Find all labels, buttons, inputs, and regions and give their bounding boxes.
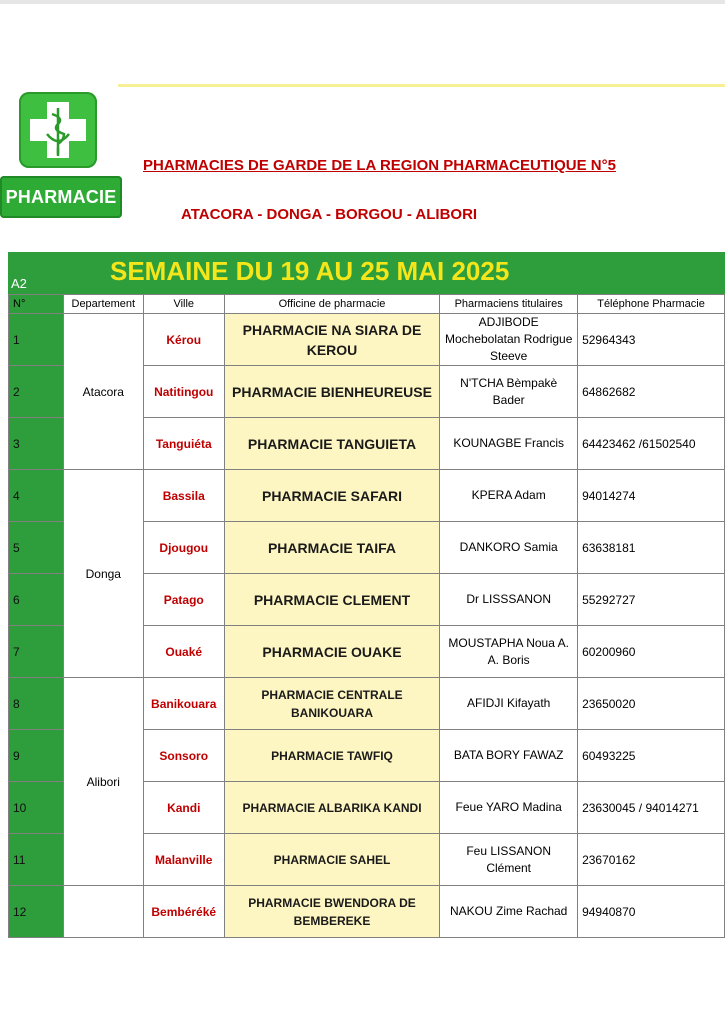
phone-cell: 64862682 xyxy=(578,366,725,418)
pharmacy-table xyxy=(8,294,725,938)
header-department: Departement xyxy=(63,295,143,314)
officine-cell: PHARMACIE NA SIARA DE KEROU xyxy=(224,314,440,366)
row-number: 5 xyxy=(9,522,64,574)
pharmacist-cell: AFIDJI Kifayath xyxy=(440,678,578,730)
phone-cell: 23650020 xyxy=(578,678,725,730)
row-number: 12 xyxy=(9,886,64,938)
row-number: 4 xyxy=(9,470,64,522)
header-officine: Officine de pharmacie xyxy=(224,295,440,314)
table-header xyxy=(9,295,725,314)
pharmacie-badge: PHARMACIE xyxy=(0,176,122,218)
phone-cell: 23670162 xyxy=(578,834,725,886)
officine-cell: PHARMACIE OUAKE xyxy=(224,626,440,678)
table-row xyxy=(9,678,725,730)
header-city: Ville xyxy=(143,295,224,314)
phone-cell: 94940870 xyxy=(578,886,725,938)
row-number: 11 xyxy=(9,834,64,886)
pharmacist-cell: Feu LISSANON Clément xyxy=(440,834,578,886)
green-cross-caduceus-icon xyxy=(19,92,97,168)
officine-cell: PHARMACIE CENTRALE BANIKOUARA xyxy=(224,678,440,730)
table-row xyxy=(9,470,725,522)
officine-cell: PHARMACIE SAFARI xyxy=(224,470,440,522)
table-row xyxy=(9,314,725,366)
officine-cell: PHARMACIE CLEMENT xyxy=(224,574,440,626)
table-row xyxy=(9,886,725,938)
city-cell: Kérou xyxy=(143,314,224,366)
row-number: 10 xyxy=(9,782,64,834)
city-cell: Kandi xyxy=(143,782,224,834)
phone-cell: 94014274 xyxy=(578,470,725,522)
department-cell: Alibori xyxy=(63,678,143,886)
row-number: 1 xyxy=(9,314,64,366)
officine-cell: PHARMACIE SAHEL xyxy=(224,834,440,886)
pharmacist-cell: Feue YARO Madina xyxy=(440,782,578,834)
pharmacist-cell: KOUNAGBE Francis xyxy=(440,418,578,470)
phone-cell: 64423462 /61502540 xyxy=(578,418,725,470)
city-cell: Djougou xyxy=(143,522,224,574)
city-cell: Ouaké xyxy=(143,626,224,678)
row-number: 2 xyxy=(9,366,64,418)
city-cell: Bembéréké xyxy=(143,886,224,938)
officine-cell: PHARMACIE TANGUIETA xyxy=(224,418,440,470)
header-no: N° xyxy=(9,295,64,314)
header-pharmacist: Pharmaciens titulaires xyxy=(440,295,578,314)
week-banner xyxy=(8,252,725,294)
city-cell: Sonsoro xyxy=(143,730,224,782)
pharmacist-cell: KPERA Adam xyxy=(440,470,578,522)
officine-cell: PHARMACIE BWENDORA DE BEMBEREKE xyxy=(224,886,440,938)
row-number: 6 xyxy=(9,574,64,626)
city-cell: Malanville xyxy=(143,834,224,886)
page-title: PHARMACIES DE GARDE DE LA REGION PHARMACEUTIQUE N°5 xyxy=(143,157,616,174)
row-number: 9 xyxy=(9,730,64,782)
department-cell-empty xyxy=(63,886,143,938)
officine-cell: PHARMACIE TAIFA xyxy=(224,522,440,574)
header-phone: Téléphone Pharmacie xyxy=(578,295,725,314)
department-cell: Atacora xyxy=(63,314,143,470)
regions-subtitle: ATACORA - DONGA - BORGOU - ALIBORI xyxy=(181,206,478,223)
pharmacist-cell: DANKORO Samia xyxy=(440,522,578,574)
city-cell: Tanguiéta xyxy=(143,418,224,470)
phone-cell: 60200960 xyxy=(578,626,725,678)
pharmacist-cell: Dr LISSSANON xyxy=(440,574,578,626)
phone-cell: 52964343 xyxy=(578,314,725,366)
pharmacist-cell: NAKOU Zime Rachad xyxy=(440,886,578,938)
officine-cell: PHARMACIE ALBARIKA KANDI xyxy=(224,782,440,834)
week-title: SEMAINE DU 19 AU 25 MAI 2025 xyxy=(110,256,510,286)
phone-cell: 55292727 xyxy=(578,574,725,626)
officine-cell: PHARMACIE BIENHEUREUSE xyxy=(224,366,440,418)
city-cell: Bassila xyxy=(143,470,224,522)
city-cell: Patago xyxy=(143,574,224,626)
city-cell: Natitingou xyxy=(143,366,224,418)
officine-cell: PHARMACIE TAWFIQ xyxy=(224,730,440,782)
city-cell: Banikouara xyxy=(143,678,224,730)
pharmacist-cell: BATA BORY FAWAZ xyxy=(440,730,578,782)
pharmacist-cell: MOUSTAPHA Noua A. A. Boris xyxy=(440,626,578,678)
department-cell: Donga xyxy=(63,470,143,678)
row-number: 7 xyxy=(9,626,64,678)
sheet-code: A2 xyxy=(11,276,27,291)
phone-cell: 60493225 xyxy=(578,730,725,782)
header-rule xyxy=(118,84,725,87)
phone-cell: 63638181 xyxy=(578,522,725,574)
pharmacist-cell: N'TCHA Bèmpakè Bader xyxy=(440,366,578,418)
row-number: 3 xyxy=(9,418,64,470)
top-strip xyxy=(0,0,725,4)
phone-cell: 23630045 / 94014271 xyxy=(578,782,725,834)
row-number: 8 xyxy=(9,678,64,730)
pharmacist-cell: ADJIBODE Mochebolatan Rodrigue Steeve xyxy=(440,314,578,366)
